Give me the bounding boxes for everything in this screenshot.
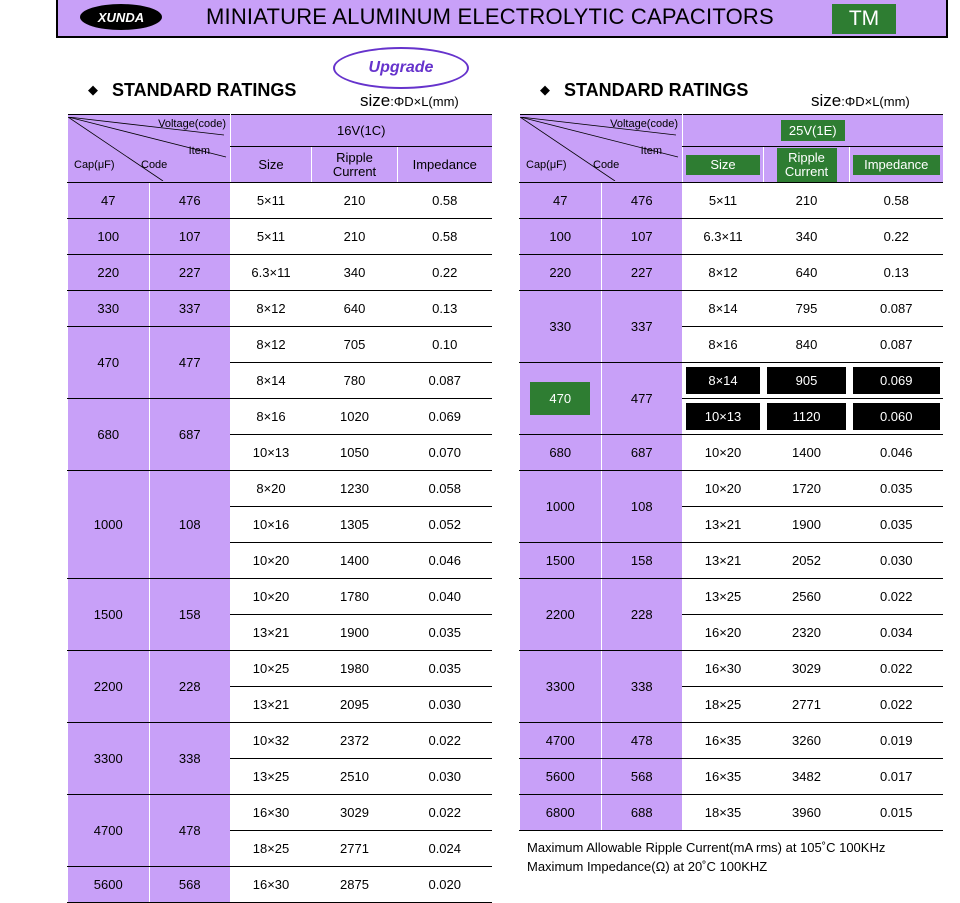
size-cell: 13×25 [231, 759, 312, 795]
code-cell: 478 [149, 795, 231, 867]
size-cell: 8×14 [231, 363, 312, 399]
header-bar [56, 0, 948, 38]
impedance-cell: 0.019 [850, 723, 943, 759]
impedance-cell: 0.22 [398, 255, 492, 291]
left-size-note: size:ΦD×L(mm) [360, 91, 459, 110]
capacitance-value: 220 [97, 265, 120, 280]
ratings-table-16v [67, 114, 492, 903]
code-cell: 158 [149, 579, 231, 651]
impedance-cell: 0.030 [398, 759, 492, 795]
ripple-header: Ripple Current [764, 147, 850, 183]
impedance-cell: 0.030 [850, 543, 943, 579]
ripple-cell: 1400 [764, 435, 850, 471]
ripple-cell: 2052 [764, 543, 850, 579]
impedance-header: Impedance [398, 147, 492, 183]
capacitance-cell [520, 795, 602, 831]
impedance-cell: 0.022 [850, 651, 943, 687]
impedance-cell: 0.10 [398, 327, 492, 363]
ripple-cell: 640 [312, 291, 398, 327]
capacitance-value: 2200 [93, 679, 123, 694]
table-row [520, 723, 943, 759]
code-cell: 476 [601, 183, 683, 219]
impedance-cell: 0.022 [850, 687, 943, 723]
capacitance-value: 1500 [93, 607, 123, 622]
impedance-note: Maximum Impedance(Ω) at 20˚C 100KHZ [527, 859, 768, 874]
table-row [68, 723, 492, 759]
ripple-cell: 640 [764, 255, 850, 291]
capacitance-value: 470 [530, 382, 590, 415]
code-cell: 568 [601, 759, 683, 795]
capacitance-value: 4700 [545, 733, 575, 748]
footnotes [527, 838, 885, 876]
capacitance-value: 2200 [545, 607, 575, 622]
ripple-cell: 2875 [312, 867, 398, 903]
impedance-cell: 0.035 [850, 507, 943, 543]
code-cell: 568 [149, 867, 231, 903]
ripple-cell: 1020 [312, 399, 398, 435]
capacitance-value: 680 [97, 427, 120, 442]
corner-voltage-label: Voltage(code) [610, 117, 678, 130]
upgrade-badge: Upgrade [333, 47, 469, 89]
impedance-cell: 0.070 [398, 435, 492, 471]
size-cell: 10×13 [231, 435, 312, 471]
capacitance-value: 5600 [93, 877, 123, 892]
capacitance-cell [68, 651, 150, 723]
corner-code-label: Code [593, 158, 620, 171]
size-cell: 8×20 [231, 471, 312, 507]
capacitance-cell [520, 759, 602, 795]
size-cell: 8×12 [683, 255, 764, 291]
table-row [68, 471, 492, 507]
ripple-cell: 2771 [764, 687, 850, 723]
corner-item-label: Item [188, 144, 210, 157]
size-cell: 16×20 [683, 615, 764, 651]
capacitance-value: 1500 [545, 553, 575, 568]
table-row [68, 795, 492, 831]
ripple-cell [764, 363, 850, 399]
ripple-note: Maximum Allowable Ripple Current(mA rms) at 105˚C 100KHz [527, 840, 886, 855]
capacitance-cell [520, 363, 602, 435]
capacitance-cell [68, 291, 150, 327]
table-row [520, 183, 943, 219]
impedance-cell: 0.58 [398, 183, 492, 219]
size-cell: 8×14 [683, 291, 764, 327]
capacitance-value: 5600 [545, 769, 575, 784]
size-cell: 6.3×11 [683, 219, 764, 255]
table-row [520, 363, 943, 399]
size-cell: 8×16 [231, 399, 312, 435]
impedance-cell: 0.052 [398, 507, 492, 543]
capacitance-cell [68, 255, 150, 291]
ripple-cell: 340 [312, 255, 398, 291]
ripple-cell: 3029 [312, 795, 398, 831]
size-cell [683, 399, 764, 435]
capacitance-cell [520, 723, 602, 759]
size-cell: 10×32 [231, 723, 312, 759]
capacitance-cell [520, 219, 602, 255]
impedance-cell: 0.022 [850, 579, 943, 615]
capacitance-cell [68, 399, 150, 471]
ripple-cell: 210 [764, 183, 850, 219]
capacitance-cell [68, 327, 150, 399]
code-cell: 476 [149, 183, 231, 219]
impedance-cell: 0.13 [398, 291, 492, 327]
code-cell: 107 [149, 219, 231, 255]
table-row [68, 327, 492, 363]
capacitance-cell [68, 183, 150, 219]
impedance-cell: 0.035 [398, 651, 492, 687]
ripple-cell: 1900 [312, 615, 398, 651]
size-cell: 16×30 [231, 795, 312, 831]
size-cell: 6.3×11 [231, 255, 312, 291]
ripple-header: Ripple Current [312, 147, 398, 183]
size-cell: 13×21 [231, 687, 312, 723]
code-cell: 477 [601, 363, 683, 435]
header-row [520, 115, 943, 147]
ripple-cell: 705 [312, 327, 398, 363]
code-cell: 478 [601, 723, 683, 759]
size-value: 8×14 [686, 367, 760, 394]
table-row [520, 579, 943, 615]
capacitance-cell [520, 579, 602, 651]
table-row [68, 579, 492, 615]
ripple-cell: 3029 [764, 651, 850, 687]
impedance-cell: 0.046 [398, 543, 492, 579]
table-row [68, 651, 492, 687]
size-cell: 10×16 [231, 507, 312, 543]
size-cell: 18×35 [683, 795, 764, 831]
right-size-note: size:ΦD×L(mm) [811, 91, 910, 110]
capacitance-value: 1000 [545, 499, 575, 514]
impedance-value: 0.069 [853, 367, 940, 394]
size-cell [683, 363, 764, 399]
size-cell: 13×21 [231, 615, 312, 651]
size-cell: 8×12 [231, 291, 312, 327]
series-badge: TM [832, 4, 896, 34]
table-row [520, 255, 943, 291]
impedance-cell: 0.030 [398, 687, 492, 723]
impedance-cell: 0.087 [850, 291, 943, 327]
code-cell: 227 [149, 255, 231, 291]
ripple-cell: 2095 [312, 687, 398, 723]
capacitance-value: 680 [549, 445, 572, 460]
size-cell: 18×25 [231, 831, 312, 867]
table-row [68, 255, 492, 291]
ripple-cell: 780 [312, 363, 398, 399]
capacitance-value: 6800 [545, 805, 575, 820]
size-cell: 16×30 [231, 867, 312, 903]
ripple-cell: 210 [312, 183, 398, 219]
size-cell: 5×11 [231, 219, 312, 255]
ripple-cell: 2560 [764, 579, 850, 615]
code-cell: 107 [601, 219, 683, 255]
corner-cell [520, 115, 683, 183]
impedance-cell: 0.035 [850, 471, 943, 507]
table-row [68, 291, 492, 327]
ripple-cell: 3482 [764, 759, 850, 795]
ripple-value: 1120 [767, 403, 846, 430]
capacitance-value: 100 [97, 229, 120, 244]
capacitance-value: 3300 [93, 751, 123, 766]
capacitance-value: 47 [553, 193, 568, 208]
right-section-title: ◆ STANDARD RATINGS [540, 80, 749, 100]
corner-code-label: Code [141, 158, 168, 171]
impedance-cell: 0.069 [398, 399, 492, 435]
ripple-cell: 795 [764, 291, 850, 327]
corner-cap-label: Cap(μF) [74, 158, 115, 171]
voltage-header [231, 115, 492, 147]
size-cell: 13×21 [683, 507, 764, 543]
ripple-value: 905 [767, 367, 846, 394]
code-cell: 338 [149, 723, 231, 795]
capacitance-value: 470 [97, 355, 120, 370]
code-cell: 337 [601, 291, 683, 363]
header-row [68, 115, 492, 147]
impedance-cell: 0.040 [398, 579, 492, 615]
capacitance-cell [68, 867, 150, 903]
capacitance-value: 3300 [545, 679, 575, 694]
size-cell: 8×16 [683, 327, 764, 363]
capacitance-cell [68, 471, 150, 579]
capacitance-cell [520, 291, 602, 363]
corner-item-label: Item [640, 144, 662, 157]
impedance-header: Impedance [850, 147, 943, 183]
capacitance-cell [520, 651, 602, 723]
ripple-cell: 1900 [764, 507, 850, 543]
size-value: 10×13 [686, 403, 760, 430]
ripple-cell: 840 [764, 327, 850, 363]
ripple-cell: 210 [312, 219, 398, 255]
corner-cap-label: Cap(μF) [526, 158, 567, 171]
code-cell: 687 [149, 399, 231, 471]
impedance-cell: 0.035 [398, 615, 492, 651]
table-row [520, 651, 943, 687]
code-cell: 477 [149, 327, 231, 399]
code-cell: 687 [601, 435, 683, 471]
size-header: Size [683, 147, 764, 183]
size-cell: 16×35 [683, 759, 764, 795]
capacitance-value: 330 [549, 319, 572, 334]
size-cell: 5×11 [231, 183, 312, 219]
size-cell: 8×12 [231, 327, 312, 363]
capacitance-cell [520, 255, 602, 291]
size-cell: 10×20 [683, 435, 764, 471]
page-title: MINIATURE ALUMINUM ELECTROLYTIC CAPACITORS [206, 4, 774, 29]
table-row [520, 471, 943, 507]
ripple-cell: 1720 [764, 471, 850, 507]
size-cell: 13×25 [683, 579, 764, 615]
capacitance-cell [520, 435, 602, 471]
ripple-cell [764, 399, 850, 435]
ripple-cell: 1050 [312, 435, 398, 471]
code-cell: 228 [149, 651, 231, 723]
impedance-cell: 0.020 [398, 867, 492, 903]
impedance-value: 0.060 [853, 403, 940, 430]
impedance-cell: 0.046 [850, 435, 943, 471]
impedance-cell: 0.015 [850, 795, 943, 831]
code-cell: 227 [601, 255, 683, 291]
table-row [68, 219, 492, 255]
capacitance-cell [68, 795, 150, 867]
ripple-cell: 340 [764, 219, 850, 255]
table-row [68, 183, 492, 219]
code-cell: 338 [601, 651, 683, 723]
capacitance-value: 100 [549, 229, 572, 244]
capacitance-cell [68, 579, 150, 651]
ripple-cell: 1400 [312, 543, 398, 579]
table-row [520, 759, 943, 795]
capacitance-cell [68, 219, 150, 255]
diamond-icon: ◆ [88, 82, 98, 97]
corner-voltage-label: Voltage(code) [158, 117, 226, 130]
code-cell: 158 [601, 543, 683, 579]
table-row [520, 219, 943, 255]
impedance-cell: 0.022 [398, 723, 492, 759]
impedance-cell: 0.058 [398, 471, 492, 507]
ripple-cell: 1305 [312, 507, 398, 543]
code-cell: 337 [149, 291, 231, 327]
code-cell: 108 [149, 471, 231, 579]
ripple-cell: 2320 [764, 615, 850, 651]
ripple-cell: 2372 [312, 723, 398, 759]
table-row [68, 399, 492, 435]
capacitance-value: 4700 [93, 823, 123, 838]
impedance-cell [850, 363, 943, 399]
voltage-header [683, 115, 943, 147]
size-cell: 5×11 [683, 183, 764, 219]
corner-cell [68, 115, 231, 183]
ripple-cell: 2510 [312, 759, 398, 795]
diamond-icon: ◆ [540, 82, 550, 97]
size-cell: 10×20 [231, 579, 312, 615]
size-cell: 10×25 [231, 651, 312, 687]
capacitance-value: 1000 [93, 517, 123, 532]
impedance-cell: 0.58 [398, 219, 492, 255]
impedance-cell: 0.087 [850, 327, 943, 363]
table-row [520, 795, 943, 831]
table-row [68, 867, 492, 903]
table-row [520, 543, 943, 579]
capacitance-cell [520, 183, 602, 219]
impedance-cell: 0.022 [398, 795, 492, 831]
capacitance-cell [520, 543, 602, 579]
code-cell: 228 [601, 579, 683, 651]
ripple-cell: 3260 [764, 723, 850, 759]
ripple-cell: 1980 [312, 651, 398, 687]
code-cell: 108 [601, 471, 683, 543]
ripple-cell: 1230 [312, 471, 398, 507]
ratings-table-25v [519, 114, 943, 831]
impedance-cell: 0.58 [850, 183, 943, 219]
capacitance-cell [68, 723, 150, 795]
capacitance-value: 330 [97, 301, 120, 316]
size-cell: 18×25 [683, 687, 764, 723]
impedance-cell [850, 399, 943, 435]
ripple-cell: 2771 [312, 831, 398, 867]
size-cell: 10×20 [683, 471, 764, 507]
capacitance-value: 220 [549, 265, 572, 280]
impedance-cell: 0.024 [398, 831, 492, 867]
size-cell: 16×30 [683, 651, 764, 687]
capacitance-value: 47 [101, 193, 116, 208]
ripple-cell: 1780 [312, 579, 398, 615]
impedance-cell: 0.087 [398, 363, 492, 399]
table-row [520, 291, 943, 327]
table-row [520, 435, 943, 471]
left-section-title: ◆ STANDARD RATINGS [88, 80, 297, 100]
capacitance-cell [520, 471, 602, 543]
size-cell: 10×20 [231, 543, 312, 579]
impedance-cell: 0.034 [850, 615, 943, 651]
size-header: Size [231, 147, 312, 183]
impedance-cell: 0.017 [850, 759, 943, 795]
impedance-cell: 0.22 [850, 219, 943, 255]
impedance-cell: 0.13 [850, 255, 943, 291]
voltage-label: 25V(1E) [781, 120, 845, 141]
size-cell: 16×35 [683, 723, 764, 759]
voltage-label: 16V(1C) [337, 123, 386, 138]
code-cell: 688 [601, 795, 683, 831]
ripple-cell: 3960 [764, 795, 850, 831]
size-cell: 13×21 [683, 543, 764, 579]
brand-logo: XUNDA [80, 4, 162, 30]
